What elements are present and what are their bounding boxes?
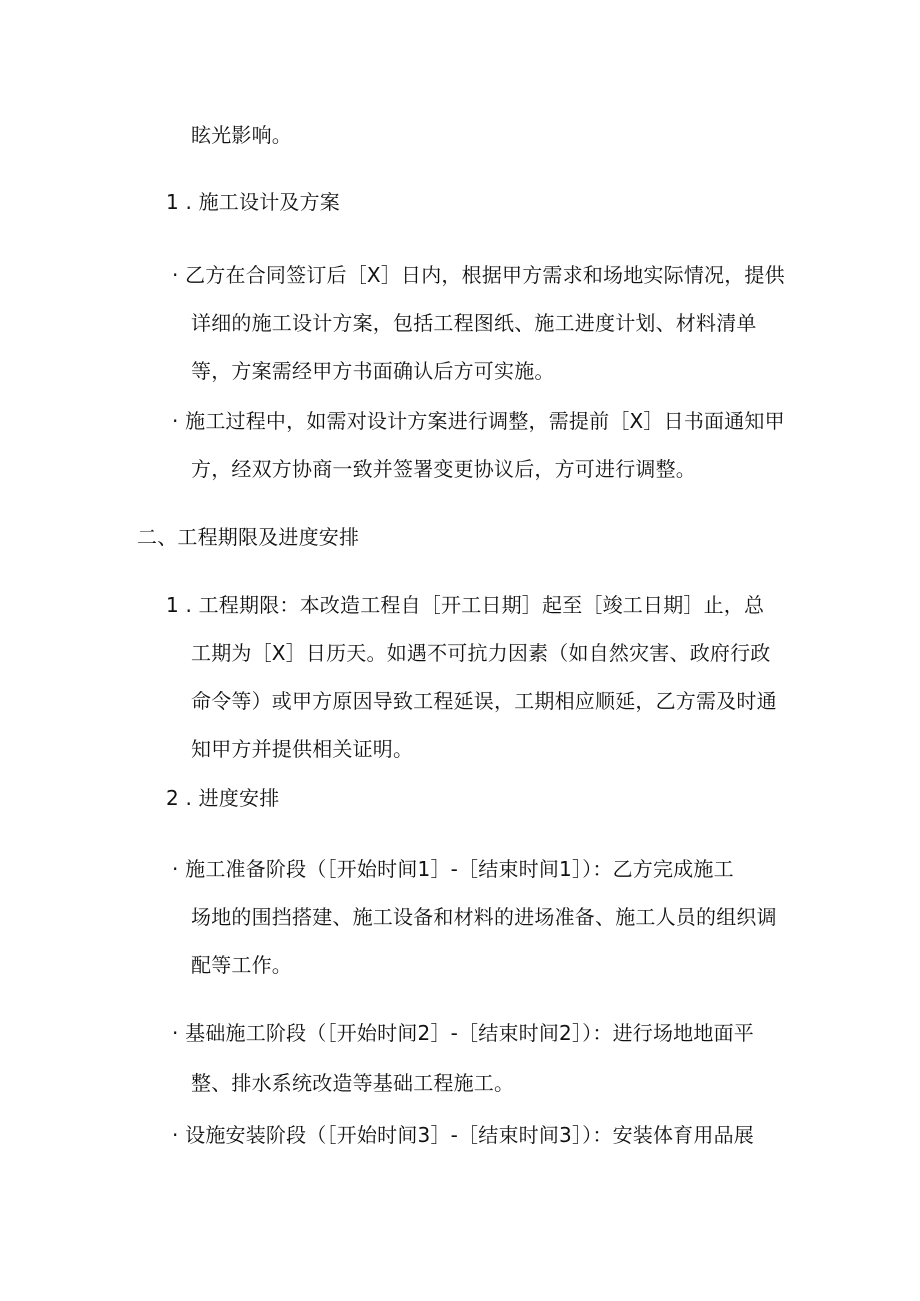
bullet-line: · 设施安装阶段（［开始时间3］-［结束时间3］）：安装体育用品展	[172, 1123, 754, 1147]
paragraph-line: 命令等）或甲方原因导致工程延误，工期相应顺延，乙方需及时通	[191, 689, 777, 713]
paragraph-line: 整、排水系统改造等基础工程施工。	[191, 1071, 515, 1095]
section-heading-2: 二、工程期限及进度安排	[137, 525, 360, 549]
numbered-item-2: 2 . 进度安排	[166, 786, 280, 810]
paragraph-line: 配等工作。	[191, 953, 292, 977]
bullet-line: · 施工过程中，如需对设计方案进行调整，需提前［X］日书面通知甲	[172, 409, 785, 433]
paragraph-line: 工期为［X］日历天。如遇不可抗力因素（如自然灾害、政府行政	[191, 641, 771, 665]
bullet-line: · 乙方在合同签订后［X］日内，根据甲方需求和场地实际情况，提供	[172, 263, 785, 287]
paragraph-line: 知甲方并提供相关证明。	[191, 737, 414, 761]
paragraph-line: 等，方案需经甲方书面确认后方可实施。	[191, 359, 555, 383]
numbered-item-1: 1 . 工程期限：本改造工程自［开工日期］起至［竣工日期］止，总	[166, 593, 765, 617]
paragraph-line-continuation: 眩光影响。	[191, 123, 292, 147]
paragraph-line: 详细的施工设计方案，包括工程图纸、施工进度计划、材料清单	[191, 311, 757, 335]
paragraph-line: 场地的围挡搭建、施工设备和材料的进场准备、施工人员的组织调	[191, 905, 777, 929]
bullet-line: · 基础施工阶段（［开始时间2］-［结束时间2］）：进行场地地面平	[172, 1021, 754, 1045]
bullet-line: · 施工准备阶段（［开始时间1］-［结束时间1］）：乙方完成施工	[172, 857, 734, 881]
subsection-heading-1: 1 . 施工设计及方案	[166, 190, 340, 214]
paragraph-line: 方，经双方协商一致并签署变更协议后，方可进行调整。	[191, 457, 696, 481]
